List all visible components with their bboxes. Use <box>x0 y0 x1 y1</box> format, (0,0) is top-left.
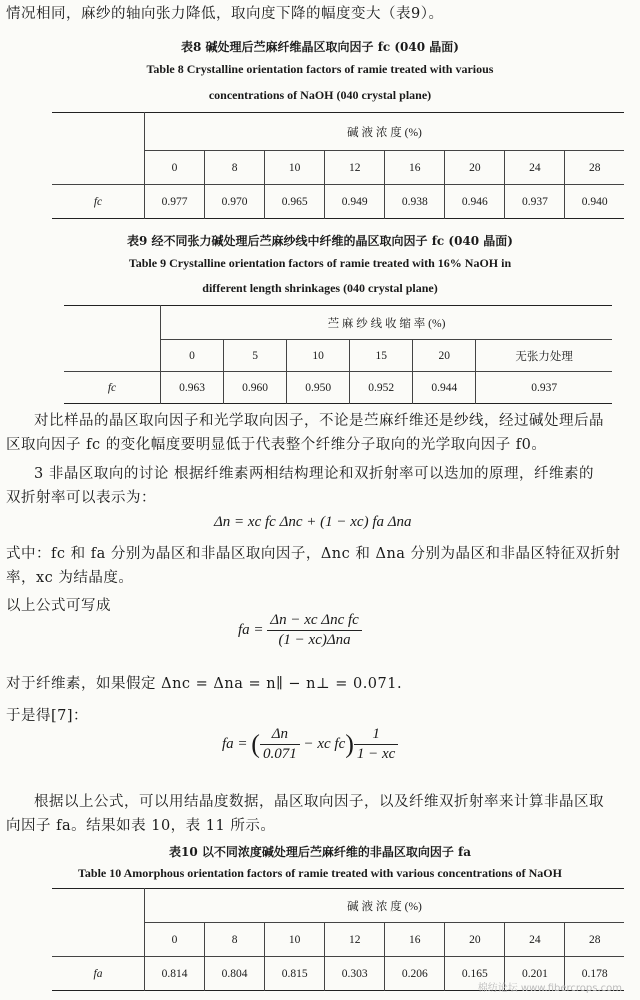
table10-col-header: 28 <box>588 933 601 946</box>
table9-cell: 0.960 <box>224 372 287 404</box>
table10-cell: 0.815 <box>265 957 325 991</box>
paragraph-assumption: 对于纤维素，如果假定 Δnc = Δna = n∥ − n⊥ = 0.071. <box>6 676 403 692</box>
equation-fa-lhs: fa = <box>238 621 264 638</box>
table8-col-header: 0 <box>145 151 205 185</box>
equation-fa-final <box>222 726 398 763</box>
paragraph-thus: 于是得[7]： <box>6 708 89 724</box>
table9-col-header: 20 <box>413 340 476 372</box>
table8-cell: 0.946 <box>445 185 505 219</box>
table9-cell: 0.944 <box>413 372 476 404</box>
paragraph-symbols-line2: 率，xc 为结晶度。 <box>6 570 134 586</box>
table10-col-header: 12 <box>325 923 385 957</box>
table9-col-header: 无张力处理 <box>515 350 573 363</box>
paragraph-comparison-line2: 区取向因子 fc 的变化幅度要明显低于代表整个纤维分子取向的光学取向因子 f0。 <box>6 437 547 453</box>
table10-cell: 0.804 <box>205 957 265 991</box>
table8-col-header: 16 <box>385 151 445 185</box>
paragraph-intro: 情况相同，麻纱的轴向张力降低，取向度下降的幅度变大（表9）。 <box>6 6 444 22</box>
table10-cell: 0.814 <box>145 957 205 991</box>
table9-cell: 0.963 <box>161 372 224 404</box>
table9-header-row <box>64 340 612 372</box>
table8-caption-cn: 表8 碱处理后苎麻纤维晶区取向因子 fc (040 晶面) <box>181 40 459 54</box>
equation-fa-final-den: 0.071 <box>262 746 297 762</box>
table8-cell: 0.940 <box>581 195 608 208</box>
table9-cell: 0.937 <box>531 381 558 394</box>
table9-caption-cn: 表9 经不同张力碱处理后苎麻纱线中纤维的晶区取向因子 fc (040 晶面) <box>127 234 513 248</box>
table10-col-header: 8 <box>205 923 265 957</box>
equation-fa <box>238 612 362 649</box>
equation-fa-final-num2: 1 <box>354 726 398 745</box>
equation-birefringence: Δn = xc fc Δnc + (1 − xc) fa Δna <box>214 514 412 530</box>
table8-col-header: 10 <box>265 151 325 185</box>
table9-group-header: 苎 麻 纱 线 收 缩 率 (%) <box>161 306 613 340</box>
table9-cell: 0.950 <box>287 372 350 404</box>
table9-caption-en-line2: different length shrinkages (040 crystal plane) <box>202 281 438 295</box>
table8-cell: 0.937 <box>505 185 565 219</box>
table8-cell: 0.949 <box>325 185 385 219</box>
equation-fa-final-lhs: fa = <box>222 735 248 752</box>
paragraph-rewrite: 以上公式可写成 <box>6 598 111 614</box>
section3-heading-line1: 3 非晶区取向的讨论 根据纤维素两相结构理论和双折射率可以迭加的原理，纤维素的 <box>34 466 594 482</box>
table9-col-header: 15 <box>350 340 413 372</box>
equation-fa-denominator: (1 − xc)Δna <box>278 632 351 648</box>
table10-col-header: 16 <box>385 923 445 957</box>
paragraph-results-line2: 向因子 fa。结果如表 10，表 11 所示。 <box>6 818 276 834</box>
table9-col-header: 0 <box>161 340 224 372</box>
table10-cell: 0.201 <box>505 957 565 991</box>
table8-cell: 0.938 <box>385 185 445 219</box>
close-paren: ) <box>345 729 354 759</box>
table10-col-header: 0 <box>145 923 205 957</box>
table9-col-header: 10 <box>287 340 350 372</box>
table8-caption-en-line2: concentrations of NaOH (040 crystal plane) <box>208 88 432 102</box>
table8-row-label: fc <box>52 185 145 219</box>
table10 <box>52 888 624 991</box>
table8-col-header: 24 <box>505 151 565 185</box>
table8-cell: 0.965 <box>265 185 325 219</box>
table10-col-header: 20 <box>445 923 505 957</box>
paragraph-results-line1: 根据以上公式，可以用结晶度数据，晶区取向因子，以及纤维双折射率来计算非晶区取 <box>34 794 604 810</box>
table8-col-header: 8 <box>205 151 265 185</box>
equation-fa-final-num: Δn <box>260 726 300 745</box>
table10-cell: 0.178 <box>581 967 608 980</box>
table8-col-header: 12 <box>325 151 385 185</box>
table9-cell: 0.952 <box>350 372 413 404</box>
table8-data-row <box>52 185 624 219</box>
open-paren: ( <box>251 729 260 759</box>
table8-group-header: 碱 液 浓 度 (%) <box>145 113 625 151</box>
table8-cell: 0.970 <box>205 185 265 219</box>
paragraph-symbols-line1: 式中：fc 和 fa 分别为晶区和非晶区取向因子，Δnc 和 Δna 分别为晶区和非晶区特征双折射 <box>6 546 621 562</box>
table9-data-row <box>64 372 612 404</box>
table8-col-header: 28 <box>588 161 601 174</box>
table9-row-label: fc <box>64 372 161 404</box>
table10-caption-cn: 表10 以不同浓度碱处理后苎麻纤维的非晶区取向因子 fa <box>169 845 471 859</box>
table8 <box>52 112 624 219</box>
table8-header-row <box>52 151 624 185</box>
table10-col-header: 24 <box>505 923 565 957</box>
table10-caption-en: Table 10 Amorphous orientation factors of ramie treated with various concentrations of NaOH <box>78 866 562 880</box>
table10-cell: 0.165 <box>445 957 505 991</box>
table9 <box>64 305 612 404</box>
equation-fa-final-den2: 1 − xc <box>356 746 396 762</box>
table8-cell: 0.977 <box>145 185 205 219</box>
table10-group-header: 碱 液 浓 度 (%) <box>145 889 625 923</box>
table10-cell: 0.303 <box>325 957 385 991</box>
paragraph-comparison-line1: 对比样品的晶区取向因子和光学取向因子，不论是苎麻纤维还是纱线，经过碱处理后晶 <box>34 413 604 429</box>
table10-header-row <box>52 923 624 957</box>
section3-heading-line2: 双折射率可以表示为： <box>6 490 156 506</box>
table8-caption-en-line1: Table 8 Crystalline orientation factors of ramie treated with various <box>146 62 494 76</box>
table9-caption-en-line1: Table 9 Crystalline orientation factors of ramie treated with 16% NaOH in <box>128 256 512 270</box>
equation-fa-numerator: Δn − xc Δnc fc <box>267 612 362 631</box>
table8-col-header: 20 <box>445 151 505 185</box>
table9-col-header: 5 <box>224 340 287 372</box>
table10-cell: 0.206 <box>385 957 445 991</box>
equation-fa-final-mid: − xc fc <box>303 735 346 752</box>
table10-row-label: fa <box>52 957 145 991</box>
table10-col-header: 10 <box>265 923 325 957</box>
watermark: 棉纺论坛 www.fibercrops.com <box>477 983 622 994</box>
